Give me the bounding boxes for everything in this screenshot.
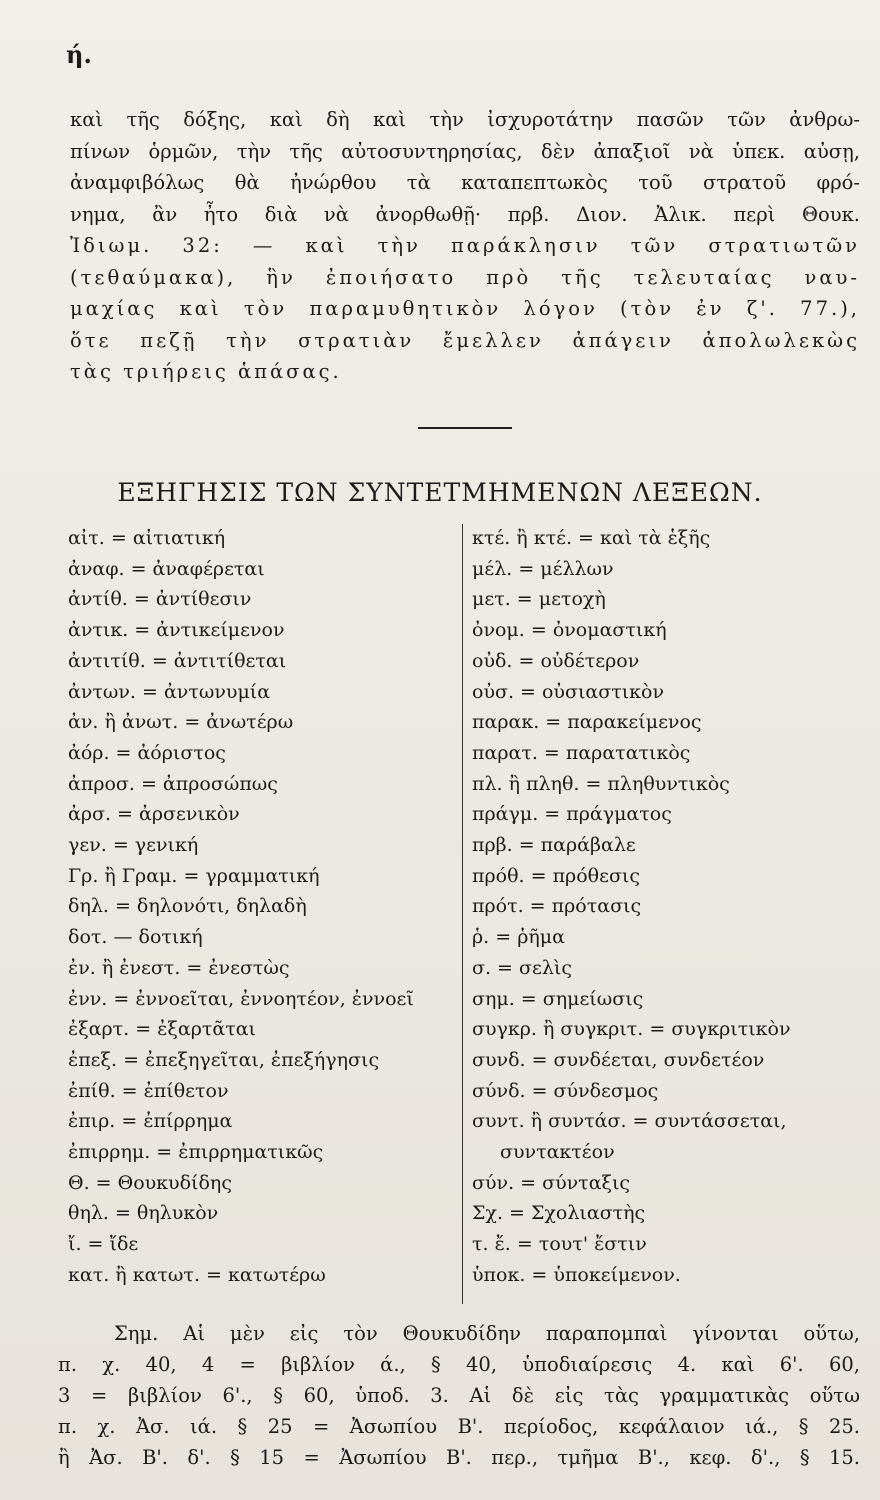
abbreviation-entry: θηλ. = θηλυκὸν [68, 1202, 219, 1225]
abbreviation-entry: μέλ. = μέλλων [472, 557, 614, 580]
abbreviation-entry: ἐπίθ. = ἐπίθετον [68, 1079, 229, 1102]
footnote-line: 3 = βιβλίον 6'., § 60, ὑποδ. 3. Αἱ δὲ εἰς τὰς γραμματικὰς οὕτω [58, 1384, 860, 1407]
paragraph-line: μαχίας καὶ τὸν παραμυθητικὸν λόγον (τὸν ἐν ζ'. 77.), [70, 297, 860, 320]
abbreviation-entry: συνδ. = συνδέεται, συνδετέον [472, 1048, 765, 1071]
abbreviation-entry: ἀν. ἢ ἀνωτ. = ἀνωτέρω [68, 711, 294, 734]
body-paragraph [70, 104, 860, 388]
abbreviations-right-column [472, 523, 852, 1291]
footnote-line: π. χ. 40, 4 = βιβλίον ά., § 40, ὑποδιαίρεσις 4. καὶ 6'. 60, [58, 1353, 860, 1376]
abbreviation-entry: πλ. ἢ πληθ. = πληθυντικὸς [472, 772, 730, 795]
abbreviation-entry: οὐσ. = οὐσιαστικὸν [472, 680, 665, 703]
abbreviation-entry: σ. = σελὶς [472, 956, 572, 979]
abbreviation-entry: γεν. = γενική [68, 834, 199, 857]
paragraph-line: καὶ τῆς δόξης, καὶ δὴ καὶ τὴν ἰσχυροτάτην πασῶν τῶν ἀνθρω- [70, 108, 860, 131]
abbreviation-entry: ἐπιρρημ. = ἐπιρρηματικῶς [68, 1141, 324, 1164]
abbreviation-entry: δοτ. — δοτική [68, 926, 203, 949]
paragraph-line: νημα, ἂν ἦτο διὰ νὰ ἀνορθωθῇ· πρβ. Διον. Ἀλικ. περὶ Θουκ. [70, 202, 860, 226]
abbreviation-entry: Θ. = Θουκυδίδης [68, 1171, 232, 1194]
abbreviation-entry: ὑποκ. = ὑποκείμενον. [472, 1263, 681, 1286]
paragraph-line: (τεθαύμακα), ἣν ἐποιήσατο πρὸ τῆς τελευταίας ναυ- [70, 265, 860, 289]
abbreviation-entry: ἀντικ. = ἀντικείμενον [68, 619, 285, 642]
abbreviation-entry: ἀναφ. = ἀναφέρεται [68, 557, 265, 580]
abbreviation-entry: ἐπιρ. = ἐπίρρημα [68, 1110, 233, 1133]
abbreviation-entry: ἴ. = ἴδε [68, 1233, 139, 1256]
abbreviation-entry-continuation: συντακτέον [500, 1141, 615, 1164]
abbreviation-entry: ἐνν. = ἐννοεῖται, ἐννοητέον, ἐννοεῖ [68, 987, 414, 1010]
footnote-line: π. χ. Ἀσ. ιά. § 25 = Ἀσωπίου Β'. περίοδος, κεφάλαιον ιά., § 25. [58, 1415, 860, 1438]
abbreviation-entry: ἀντιτίθ. = ἀντιτίθεται [68, 649, 287, 672]
abbreviation-entry: πρότ. = πρότασις [472, 895, 642, 918]
abbreviation-entry: ἀόρ. = ἀόριστος [68, 741, 226, 764]
abbreviation-entry: οὐδ. = οὐδέτερον [472, 649, 640, 672]
abbreviation-entry: Σχ. = Σχολιαστὴς [472, 1202, 646, 1225]
abbreviation-entry: ὀνομ. = ὀνομαστική [472, 619, 667, 642]
abbreviation-entry: πράγμ. = πράγματος [472, 803, 672, 826]
abbreviation-entry: παρατ. = παρατατικὸς [472, 741, 691, 764]
abbreviation-entry: ἀρσ. = ἀρσενικὸν [68, 803, 240, 826]
abbreviation-entry: συγκρ. ἢ συγκριτ. = συγκριτικὸν [472, 1018, 791, 1041]
abbreviation-entry: ῥ. = ῥῆμα [472, 926, 565, 949]
abbreviation-entry: ἀντων. = ἀντωνυμία [68, 680, 271, 703]
paragraph-line: ὅτε πεζῇ τὴν στρατιὰν ἔμελλεν ἀπάγειν ἀπολωλεκὼς [70, 328, 860, 352]
abbreviations-left-column [68, 523, 458, 1291]
abbreviation-entry: ἐξαρτ. = ἐξαρτᾶται [68, 1018, 257, 1041]
abbreviation-entry: ἐπεξ. = ἐπεξηγεῖται, ἐπεξήγησις [68, 1048, 380, 1071]
abbreviation-entry: σημ. = σημείωσις [472, 987, 644, 1010]
abbreviation-entry: σύνδ. = σύνδεσμος [472, 1079, 659, 1102]
section-divider-rule [418, 427, 512, 429]
abbreviation-entry: κατ. ἢ κατωτ. = κατωτέρω [68, 1263, 326, 1286]
abbreviation-entry: ἐν. ἢ ἐνεστ. = ἐνεστὼς [68, 956, 290, 979]
abbreviation-entry: ἀντίθ. = ἀντίθεσιν [68, 588, 252, 611]
abbreviation-entry: αἰτ. = αἰτιατική [68, 527, 226, 549]
column-divider [462, 524, 463, 1304]
abbreviation-entry: σύν. = σύνταξις [472, 1171, 631, 1194]
abbreviation-entry: συντ. ἢ συντάσ. = συντάσσεται, [472, 1110, 787, 1133]
paragraph-line: πίνων ὁρμῶν, τὴν τῆς αὐτοσυντηρησίας, δὲν ἀπαξιοῖ νὰ ὑπεκ. αὐσῃ, [70, 139, 860, 163]
section-heading: ΕΞΗΓΗΣΙΣ ΤΩΝ ΣΥΝΤΕΤΜΗΜΕΝΩΝ ΛΕΞΕΩΝ. [117, 478, 763, 507]
abbreviation-entry: τ. ἔ. = τουτ' ἔστιν [472, 1233, 647, 1256]
abbreviation-entry: παρακ. = παρακείμενος [472, 711, 702, 734]
abbreviation-entry: πρβ. = παράβαλε [472, 834, 636, 857]
abbreviation-entry: δηλ. = δηλονότι, δηλαδὴ [68, 895, 307, 918]
abbreviation-entry: πρόθ. = πρόθεσις [472, 864, 641, 887]
paragraph-line: ἀναμφιβόλως θὰ ἠνώρθου τὰ καταπεπτωκὸς τοῦ στρατοῦ φρό- [70, 171, 860, 194]
abbreviation-entry: Γρ. ἢ Γραμ. = γραμματική [68, 864, 320, 887]
abbreviation-entry: μετ. = μετοχὴ [472, 588, 606, 611]
paragraph-line: τὰς τριήρεις ἁπάσας. [70, 360, 342, 383]
footnote-line: ἢ Ἀσ. Β'. δ'. § 15 = Ἀσωπίου Β'. περ., τμῆμα Β'., κεφ. δ'., § 15. [58, 1446, 860, 1469]
footnote [58, 1318, 860, 1473]
abbreviation-entry: ἀπροσ. = ἀπροσώπως [68, 772, 278, 795]
abbreviation-entry: κτέ. ἢ κτέ. = καὶ τὰ ἑξῆς [472, 527, 711, 549]
paragraph-line: Ἰδιωμ. 32: — καὶ τὴν παράκλησιν τῶν στρατιωτῶν [70, 234, 860, 257]
footnote-line: Σημ. Αἱ μὲν εἰς τὸν Θουκυδίδην παραπομπαὶ γίνονται οὕτω, [114, 1322, 860, 1345]
page-number: ή. [66, 40, 92, 69]
